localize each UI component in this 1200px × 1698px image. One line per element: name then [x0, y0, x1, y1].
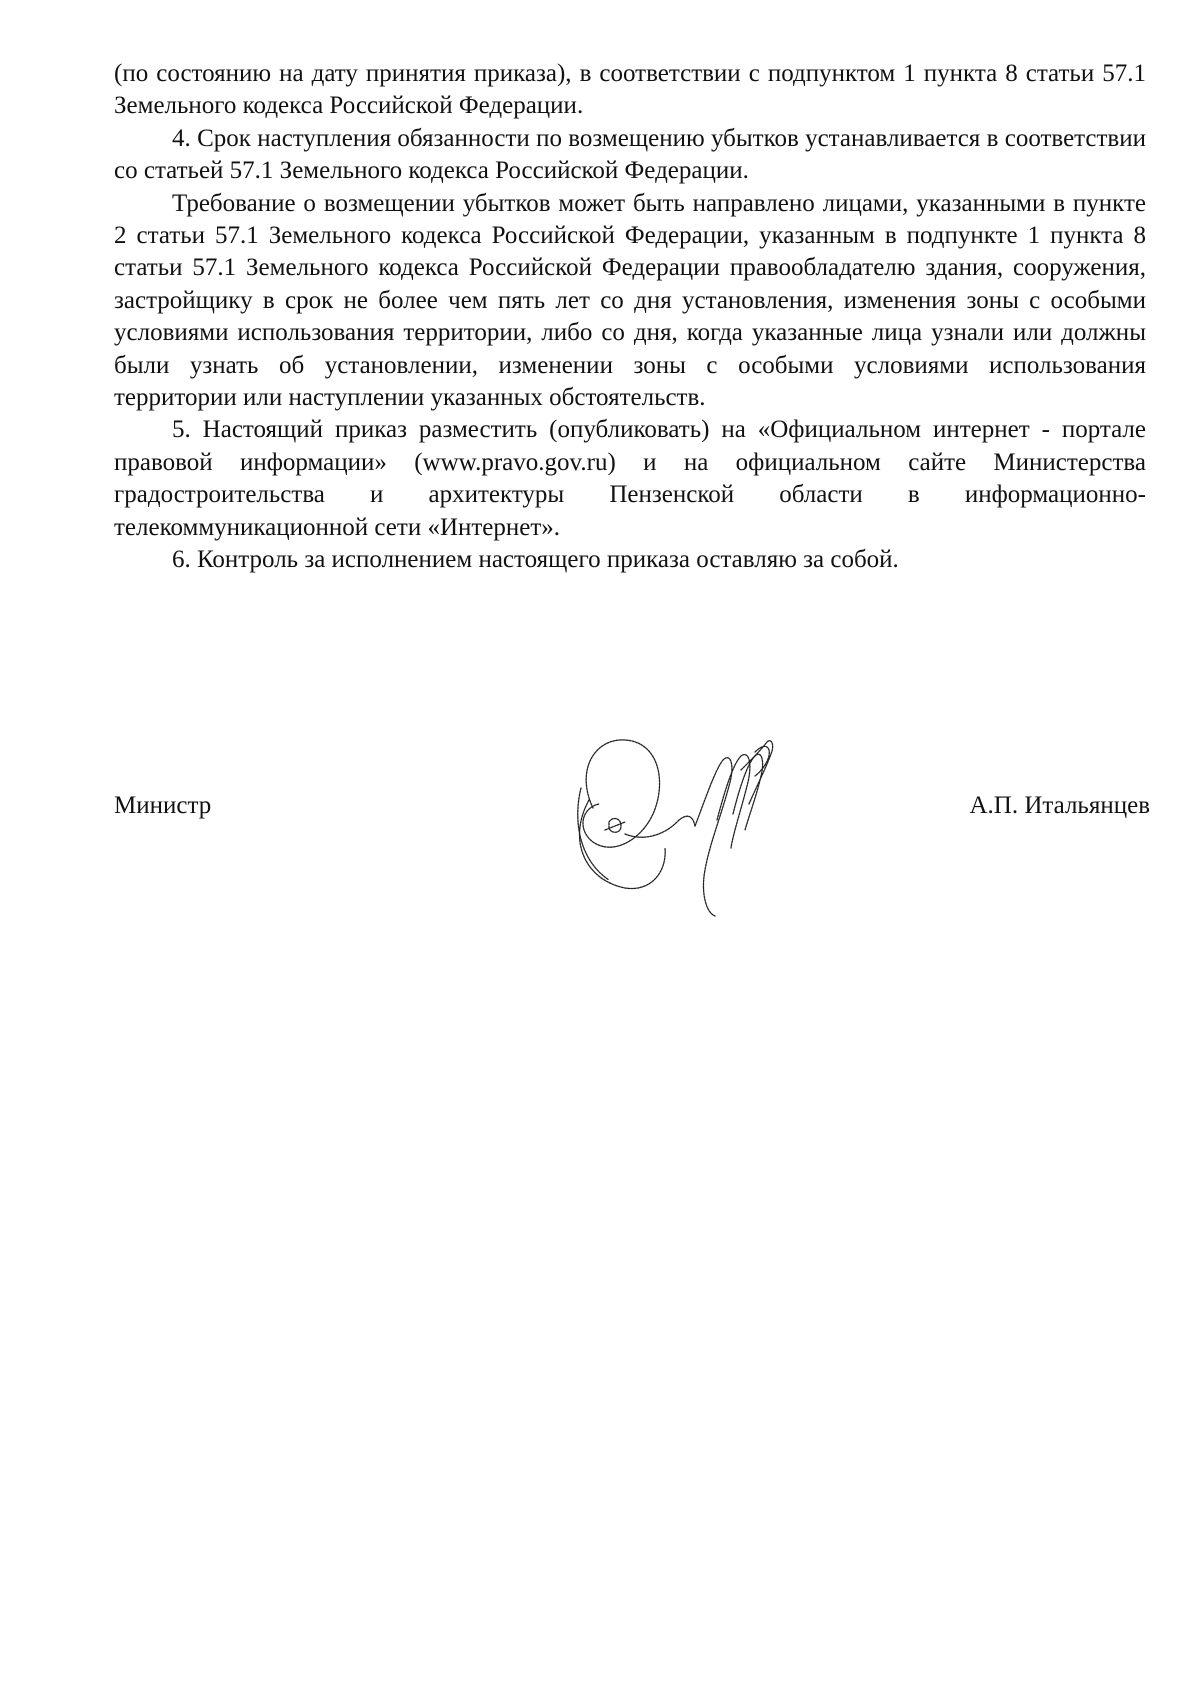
signer-position: Министр — [114, 792, 212, 819]
paragraph-item-4: 4. Срок наступления обязанности по возмещению убытков устанавливается в соответствии со статьей 57.1 Земельного кодекса Российской Федерации. — [114, 124, 1146, 185]
handwritten-signature-icon — [555, 730, 825, 920]
document-body — [114, 58, 1146, 577]
paragraph-damages-claim: Требование о возмещении убытков может быть направлено лицами, указанными в пункте 2 статьи 57.1 Земельного кодекса Российской Федерации, указанным в подпункте 1 пункта 8 статьи 57.1 Земельного кодекса Российской Федерации правообладателю здания, сооружения, застройщику в срок не более чем пять лет со дня установления, изменения зоны с особыми условиями использования территории, либо со дня, когда указанные лица узнали или должны были узнать об установлении, изменении зоны с особыми условиями использования территории или наступлении указанных обстоятельств. — [114, 189, 1146, 412]
paragraph-item-6: 6. Контроль за исполнением настоящего приказа оставляю за собой. — [172, 546, 899, 574]
paragraph-item-5: 5. Настоящий приказ разместить (опубликовать) на «Официальном интернет - портале правовой информации» (www.pravo.gov.ru) и на официальном сайте Министерства градостроительства и архитектуры Пензенской области в информационно-телекоммуникационной сети «Интернет». — [114, 416, 1146, 541]
paragraph-continuation: (по состоянию на дату принятия приказа), в соответствии с подпунктом 1 пункта 8 статьи 57.1 Земельного кодекса Российской Федерации. — [114, 60, 1146, 120]
signer-name: А.П. Итальянцев — [969, 792, 1150, 819]
